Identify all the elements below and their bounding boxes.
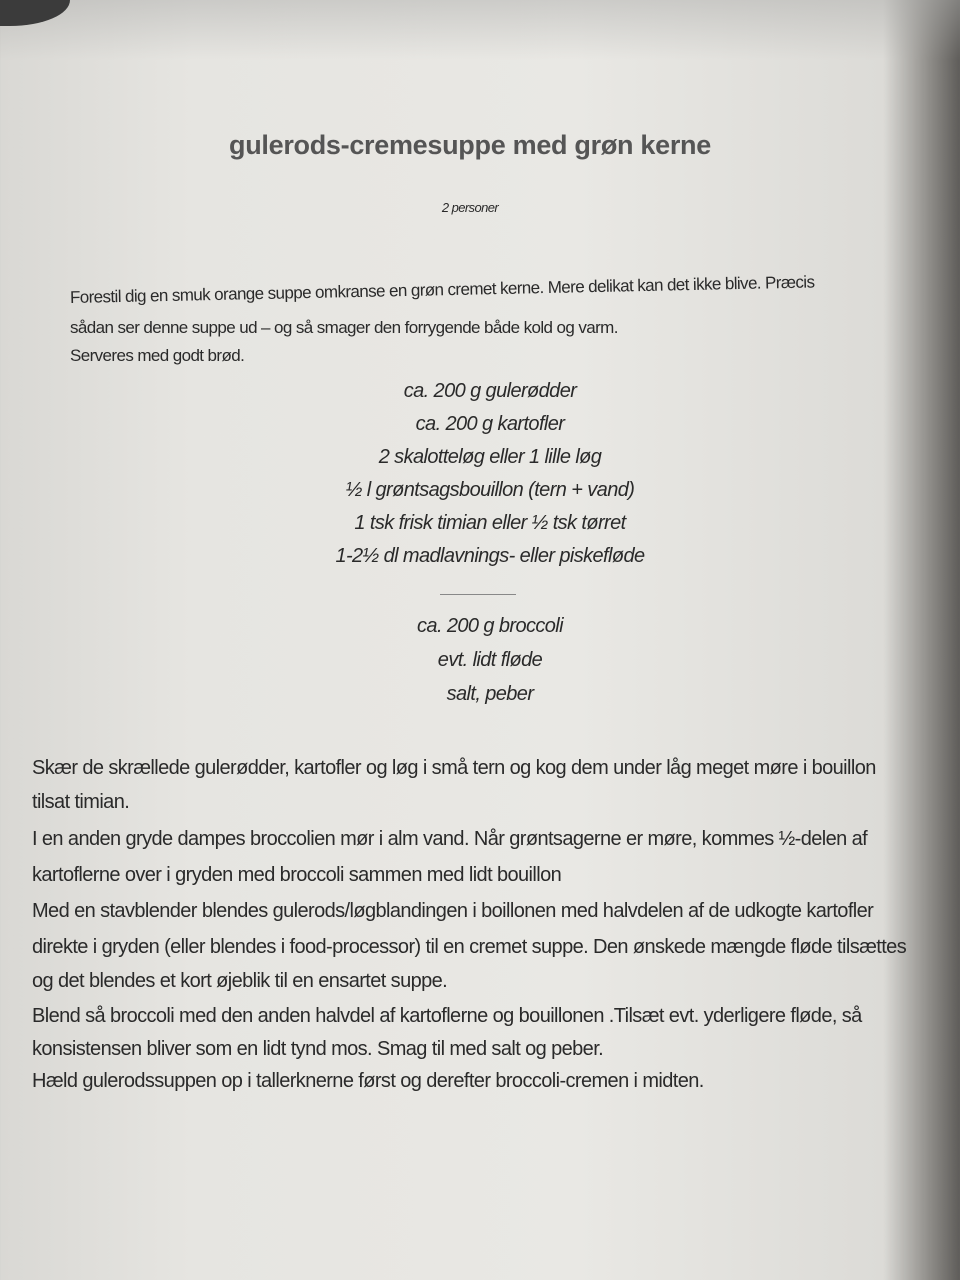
ingredient: 1 tsk frisk timian eller ½ tsk tørret — [354, 512, 626, 534]
ingredient: 2 skalotteløg eller 1 lille løg — [378, 446, 602, 468]
page-shadow — [0, 0, 960, 60]
method-line: direkte i gryden (eller blendes i food-processor) til en cremet suppe. Den ønskede mængde fløde tilsættes — [32, 936, 907, 958]
method-line: Hæld gulerodssuppen op i tallerknerne først og derefter broccoli-cremen i midten. — [32, 1070, 704, 1092]
recipe-title: gulerods-cremesuppe med grøn kerne — [229, 130, 711, 160]
method-line: Blend så broccoli med den anden halvdel af kartoflerne og bouillonen .Tilsæt evt. yderligere fløde, så — [32, 1005, 862, 1027]
intro-line: Serveres med godt brød. — [70, 346, 245, 365]
intro-line: Forestil dig en smuk orange suppe omkranse en grøn cremet kerne. Mere delikat kan det ikke blive. Præcis — [69, 272, 815, 307]
method-line: konsistensen bliver som en lidt tynd mos. Smag til med salt og peber. — [32, 1038, 604, 1060]
ingredient: ½ l grøntsagsbouillon (tern + vand) — [345, 479, 635, 501]
ingredient: evt. lidt fløde — [437, 649, 543, 671]
method-line: og det blendes et kort øjeblik til en ensartet suppe. — [32, 970, 448, 992]
ingredient: ca. 200 g gulerødder — [403, 380, 577, 402]
method-line: Skær de skrællede gulerødder, kartofler og løg i små tern og kog dem under låg meget møre i bouillon — [32, 757, 876, 779]
ingredient: ca. 200 g broccoli — [417, 615, 563, 637]
ingredient: ca. 200 g kartofler — [415, 413, 565, 435]
servings: 2 personer — [441, 200, 499, 215]
method-line: I en anden gryde dampes broccolien mør i alm vand. Når grøntsagerne er møre, kommes ½-delen af — [32, 828, 868, 850]
method-line: kartoflerne over i gryden med broccoli sammen med lidt bouillon — [32, 864, 562, 886]
intro-line: sådan ser denne suppe ud – og så smager den forrygende både kold og varm. — [70, 318, 618, 337]
method-line: Med en stavblender blendes gulerods/løgblandingen i boillonen med halvdelen af de udkogte kartofler — [32, 900, 874, 922]
ingredient-divider — [440, 594, 516, 595]
ingredient: salt, peber — [446, 683, 534, 705]
method-line: tilsat timian. — [32, 791, 130, 813]
ingredient: 1-2½ dl madlavnings- eller piskefløde — [335, 545, 645, 567]
